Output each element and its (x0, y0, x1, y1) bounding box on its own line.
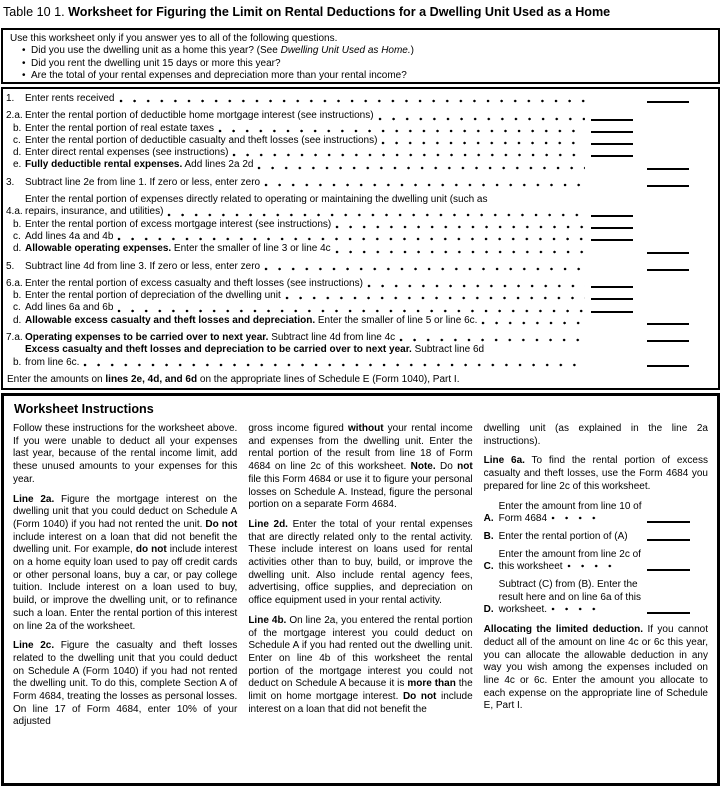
line-text-main (25, 219, 331, 231)
dot-leader (285, 296, 585, 300)
line-number: b. (13, 218, 22, 230)
dot-leader (481, 321, 585, 325)
line-text-top (25, 194, 591, 206)
worksheet-row (3, 147, 718, 159)
text-segment: not (457, 461, 473, 473)
amount-entry-line-outer (647, 323, 689, 325)
text-segment: Line 4b. (248, 614, 287, 626)
amount-entry-line (647, 539, 690, 541)
bullet-icon: • (22, 45, 26, 57)
text-segment: Allowable excess casualty and theft losses and depreciation. (25, 314, 316, 326)
item-letter: A. (483, 513, 494, 525)
line-text (25, 290, 591, 302)
line-text-top (25, 344, 591, 356)
dot-leader (257, 166, 585, 170)
line-text (25, 159, 591, 171)
line-text-main (25, 315, 477, 327)
amount-entry-line-outer (647, 143, 689, 145)
line-text (25, 93, 591, 105)
item-letter: D. (483, 604, 494, 616)
text-segment: gross income figured (248, 423, 348, 434)
amount-entry-line (647, 521, 690, 523)
amount-entry-line-inner (591, 323, 633, 325)
text-segment: ) (410, 45, 414, 57)
amount-entry-line-inner (591, 101, 633, 103)
instructions-column-1 (13, 423, 237, 736)
text-segment: Line 2d. (248, 518, 288, 530)
worksheet-row (3, 344, 718, 369)
text-segment: Enter the smaller of line 5 or line 6c. (315, 314, 478, 326)
text-segment: include interest on a loan that did not benefit the (248, 691, 473, 715)
intro-bullet (22, 45, 711, 57)
text-segment: your rental income and expenses from the dwelling unit. Enter the rental portion of the result from line 18 of Form 4684 on line 2c of this worksheet. (248, 423, 473, 473)
worksheet-row (3, 123, 718, 135)
worksheet-footer (3, 374, 718, 386)
amount-entry-line-inner (591, 215, 633, 217)
item-letter: C. (483, 561, 494, 573)
item-text: Enter the rental portion of (A) (498, 530, 628, 542)
dot-leader (117, 309, 585, 313)
amount-entry-line-inner (591, 155, 633, 157)
worksheet-row (3, 219, 718, 231)
dot-leader (399, 338, 585, 342)
sub-worksheet-item (484, 501, 708, 526)
text-segment: do not (135, 544, 167, 556)
text-segment: Enter the rental portion of deductible casualty and theft losses (see instructions) (25, 134, 378, 146)
amount-entry-line-inner (591, 143, 633, 145)
worksheet-row (3, 159, 718, 171)
line-text (25, 231, 591, 243)
amount-entry-line-outer (647, 239, 689, 241)
line-number: d. (13, 243, 22, 255)
instructions-paragraph (13, 640, 237, 729)
amount-entry-line-inner (591, 311, 633, 313)
instructions-column-2 (248, 423, 472, 736)
instructions-column-3 (484, 423, 708, 736)
instructions-paragraph (248, 615, 472, 717)
amount-entry-line-inner (591, 365, 633, 367)
line-text-main (25, 332, 395, 344)
line-number: c. (13, 302, 21, 314)
line-text (25, 219, 591, 231)
item-text: Enter the amount from line 2c of this worksheet (498, 548, 641, 573)
dot-leader (264, 183, 585, 187)
worksheet-row (3, 177, 718, 189)
text-segment: Enter the rental portion of real estate taxes (25, 122, 214, 134)
text-segment: Figure the casualty and theft losses related to the dwelling unit that you could deduct on Schedule A (Form 1040) if you had not rented the dwelling unit. To do this, complete Section A of Form 4684, treating the losses as personal losses. On line 17 of Form 4684, enter 10% of your adjusted (13, 640, 238, 728)
line-number: b. (13, 122, 22, 134)
line-text-main (25, 135, 377, 147)
line-text-main (25, 177, 260, 189)
amount-entry-line-inner (591, 185, 633, 187)
line-text-main (25, 123, 214, 135)
amount-entry-line (647, 569, 690, 571)
bullet-icon: • (22, 57, 26, 69)
instructions-paragraph (484, 423, 708, 448)
text-segment: dwelling unit (as explained in the line 2a instructions). (483, 423, 708, 447)
text-segment: Add lines 6a and 6b (25, 302, 114, 314)
line-number: 4.a. (6, 206, 23, 218)
text-segment: Figure the mortgage interest on the dwelling unit that you could deduct on Schedule A (Form 1040) if you had not rented the unit. (13, 493, 238, 530)
text-segment: Line 6a. (483, 455, 525, 467)
instructions-heading: Worksheet Instructions (14, 402, 154, 416)
dot-leader (167, 213, 585, 217)
item-text: Subtract (C) from (B). Enter the result here and on line 6a of this worksheet. (498, 579, 641, 616)
text-segment: Do not (205, 518, 238, 530)
amount-entry-line-outer (647, 101, 689, 103)
text-segment: On line 2a, you entered the rental portion of the mortgage interest you could deduct on Schedule A if you had rented out the dwelling unit. Enter on line 4b of this worksheet the rental portion of the mortgage interest you could not deduct on Schedule A because it is (248, 614, 473, 690)
dot-leader (381, 141, 585, 145)
line-text-main (25, 231, 113, 243)
intro-bullets (10, 45, 711, 82)
text-segment: include interest on a loan that did not benefit the dwelling unit. For example, (13, 531, 238, 556)
text-segment: more than (407, 678, 456, 690)
amount-entry-line-outer (647, 252, 689, 254)
line-text (25, 194, 591, 219)
worksheet-row (3, 290, 718, 302)
text-segment: Are the total of your rental expenses and depreciation more than your rental income? (31, 69, 407, 81)
instructions-paragraph (248, 519, 472, 608)
line-text-flex (25, 243, 591, 255)
dot-leader (335, 225, 585, 229)
amount-entry-line-inner (591, 131, 633, 133)
text-segment: Subtract line 2e from line 1. If zero or less, enter zero (25, 176, 261, 188)
line-number: 5. (6, 260, 15, 272)
dot-leader (367, 284, 585, 288)
instructions-box (1, 393, 720, 786)
text-segment: Dwelling Unit Used as Home. (280, 45, 411, 57)
amount-entry-line-inner (591, 340, 633, 342)
text-segment: from line 6c. (25, 356, 80, 368)
amount-entry-line-outer (647, 286, 689, 288)
line-text-flex (25, 231, 591, 243)
line-text (25, 302, 591, 314)
line-text-main (25, 93, 115, 105)
text-segment: Worksheet for Figuring the Limit on Rental Deductions for a Dwelling Unit Used as a Home (68, 5, 611, 19)
amount-entry-line-outer (647, 185, 689, 187)
intro-lead: Use this worksheet only if you answer yes to all of the following questions. (10, 33, 338, 44)
line-number: 6.a. (6, 277, 23, 289)
worksheet-row (3, 110, 718, 122)
amount-entry-line-outer (647, 298, 689, 300)
text-segment: repairs, insurance, and utilities) (25, 206, 164, 218)
bullet-icon: • (22, 69, 26, 81)
line-number: c. (13, 230, 21, 242)
amount-entry-line (647, 612, 690, 614)
worksheet-row (3, 278, 718, 290)
line-text (25, 123, 591, 135)
dot-leader (551, 516, 599, 520)
intro-bullet (22, 58, 711, 70)
amount-entry-line-outer (647, 311, 689, 313)
bullet-text (31, 70, 407, 82)
line-text (25, 135, 591, 147)
line-text-flex (25, 177, 591, 189)
line-text-wrap (25, 357, 79, 369)
amount-entry-line-outer (647, 119, 689, 121)
dot-leader (218, 129, 585, 133)
text-segment: Allowable operating expenses. (25, 243, 172, 255)
amount-entry-line-outer (647, 155, 689, 157)
worksheet-row (3, 243, 718, 255)
text-segment: Subtract line 6d (411, 344, 485, 356)
sub-worksheet-item (484, 549, 708, 574)
instructions-paragraph (13, 494, 237, 634)
text-segment: Enter the rental portion of expenses directly related to operating or maintaining the dwelling unit (such as (25, 194, 488, 206)
instructions-paragraph (248, 423, 472, 512)
amount-entry-line-outer (647, 340, 689, 342)
text-segment: To find the rental portion of excess casualty and theft losses, use the Form 4684 you prepared for line 2c of this worksheet. (483, 455, 708, 492)
line-text (25, 243, 591, 255)
instructions-paragraph (484, 624, 708, 713)
text-segment: Follow these instructions for the worksheet above. If you were unable to deduct all your expenses last year, because of the rental income limit, add these unused amounts to your expenses for this year. (13, 423, 238, 485)
line-text-main (25, 302, 113, 314)
line-number: 1. (6, 93, 15, 104)
line-text-main (25, 147, 228, 159)
text-segment: Enter the rental portion of excess mortgage interest (see instructions) (25, 218, 332, 230)
amount-entry-line-inner (591, 286, 633, 288)
line-text (25, 261, 591, 273)
intro-box (1, 28, 720, 84)
text-segment: Do not (402, 691, 437, 703)
worksheet-row (3, 231, 718, 243)
text-segment: Note. (410, 461, 436, 473)
text-segment: Operating expenses to be carried over to next year. (25, 332, 269, 344)
dot-leader (232, 153, 585, 157)
text-segment: Add lines 4a and 4b (25, 230, 114, 242)
line-text-main (25, 261, 260, 273)
line-text-main (25, 159, 253, 171)
text-segment: Did you use the dwelling unit as a home this year? (See (31, 45, 281, 57)
line-text (25, 315, 591, 327)
amount-entry-line-outer (647, 365, 689, 367)
instructions-columns (13, 423, 708, 736)
line-text (25, 110, 591, 122)
instructions-paragraph (484, 455, 708, 493)
amount-entry-line-inner (591, 269, 633, 271)
amount-entry-line-outer (647, 215, 689, 217)
worksheet-row (3, 261, 718, 273)
line-text-main (25, 110, 374, 122)
dot-leader (119, 99, 586, 103)
line-text (25, 344, 591, 369)
sub-worksheet-list (484, 501, 708, 618)
worksheet-row (3, 194, 718, 219)
dot-leader (83, 363, 585, 367)
dot-leader (117, 237, 585, 241)
text-segment: If you cannot deduct all of the amount on line 4c or 6c this year, you can allocate the allowable deduction in any way you wish among the expenses included on line 4c or 6c. Enter the amount you allocate to each expense on the appropriate line of Schedule E, Part I. (483, 624, 708, 712)
line-number: c. (13, 134, 21, 146)
amount-entry-line-inner (591, 298, 633, 300)
sub-worksheet-item (484, 579, 708, 617)
text-segment: Line 2c. (13, 640, 55, 652)
amount-entry-line-outer (647, 269, 689, 271)
amount-entry-line-outer (647, 131, 689, 133)
text-segment: the limit on home mortgage interest. (248, 678, 473, 703)
line-text-flex (25, 123, 591, 135)
line-text-flex (25, 302, 591, 314)
text-segment: Enter the total of your rental expenses that are directly related only to the rental activity. These include interest on loans used for rental activities other than to buy, build, or improve the dwelling unit. Also include rental agency fees, advertising, office supplies, and depreciation on office equipment used in your rental activity. (248, 518, 473, 607)
amount-entry-line-inner (591, 239, 633, 241)
line-text-flex (25, 110, 591, 122)
text-segment: on the appropriate lines of Schedule E (Form 1040), Part I. (197, 373, 460, 385)
line-text-flex (25, 332, 591, 344)
line-text-flex (25, 135, 591, 147)
worksheet-box (1, 87, 720, 390)
line-text-flex (25, 261, 591, 273)
line-text (25, 278, 591, 290)
line-text (25, 147, 591, 159)
line-text-flex (25, 159, 591, 171)
line-text-main (25, 278, 363, 290)
text-segment: include interest on a home equity loan used to pay off credit cards or other personal loans, buy a car, or pay college tuition. Include interest on a loan used to buy, build, or improve the dwelling unit, or to refinance such a loan. Enter the rental portion of this interest on line 2a of the worksheet. (13, 544, 238, 632)
amount-entry-line-outer (647, 168, 689, 170)
bullet-text (31, 45, 414, 57)
line-text-flex (25, 290, 591, 302)
amount-entry-line-inner (591, 119, 633, 121)
line-text-flex (25, 93, 591, 105)
text-segment: Excess casualty and theft losses and depreciation to be carried over to next year. (25, 344, 412, 356)
dot-leader (378, 117, 585, 121)
sub-worksheet-item (484, 531, 708, 544)
text-segment: Line 2a. (13, 493, 55, 505)
dot-leader (567, 564, 615, 568)
table-title (3, 5, 725, 20)
amount-entry-line-inner (591, 168, 633, 170)
line-text-flex (25, 278, 591, 290)
dot-leader (335, 250, 585, 254)
text-segment: Do (435, 461, 458, 473)
worksheet-row (3, 302, 718, 314)
text-segment: Enter the amounts on (7, 373, 106, 385)
line-text-bottom (25, 357, 591, 369)
text-segment: Subtract line 4d from line 4c (268, 332, 396, 344)
line-text-flex (25, 315, 591, 327)
instructions-paragraph (13, 423, 237, 487)
text-segment: Enter the rental portion of excess casualty and theft losses (see instructions) (25, 277, 363, 289)
text-segment: Add lines 2a 2d (182, 159, 254, 171)
text-segment: Allocating the limited deduction. (483, 624, 644, 636)
item-letter: B. (483, 530, 494, 542)
line-number: e. (13, 159, 22, 171)
text-segment: Did you rent the dwelling unit 15 days or more this year? (31, 57, 281, 69)
line-number: d. (13, 147, 22, 159)
line-text-main (25, 290, 281, 302)
text-segment: Fully deductible rental expenses. (25, 159, 183, 171)
item-text: Enter the amount from line 10 of Form 4684 (498, 500, 642, 525)
line-text-flex (25, 219, 591, 231)
worksheet-row (3, 135, 718, 147)
line-text-flex (25, 147, 591, 159)
line-text-wrap (25, 206, 163, 218)
line-number: d. (13, 314, 22, 326)
text-segment: Enter direct rental expenses (see instructions) (25, 147, 229, 159)
text-segment: Enter the smaller of line 3 or line 4c (171, 243, 331, 255)
text-segment: lines 2e, 4d, and 6d (105, 373, 198, 385)
line-text (25, 332, 591, 344)
dot-leader (551, 607, 599, 611)
amount-entry-line-inner (591, 252, 633, 254)
worksheet-row (3, 332, 718, 344)
text-segment: Enter the rental portion of depreciation of the dwelling unit (25, 290, 281, 302)
worksheet-row (3, 315, 718, 327)
worksheet-row (3, 93, 718, 105)
line-text (25, 177, 591, 189)
line-number: b. (13, 290, 22, 302)
intro-bullet (22, 70, 711, 82)
amount-entry-line-inner (591, 227, 633, 229)
text-segment: Subtract line 4d from line 3. If zero or less, enter zero (25, 260, 261, 272)
amount-entry-line-outer (647, 227, 689, 229)
document-page (0, 5, 725, 798)
bullet-text (31, 58, 281, 70)
line-number: 3. (6, 176, 15, 188)
line-text-bottom (25, 206, 591, 218)
line-number: 2.a. (6, 110, 23, 122)
line-text-main (25, 243, 331, 255)
dot-leader (264, 267, 585, 271)
line-number: b. (13, 356, 22, 368)
text-segment: without (348, 423, 384, 434)
worksheet-rows (3, 93, 718, 369)
text-segment: Table 10 1. (3, 5, 69, 19)
text-segment: file this Form 4684 or use it to figure your personal losses on Schedule A. Instead, figure the personal portion on a separate Form 4684. (248, 473, 473, 511)
text-segment: Enter rents received (25, 93, 115, 104)
line-number: 7.a. (6, 332, 23, 344)
text-segment: Enter the rental portion of deductible home mortgage interest (see instructions) (25, 110, 374, 122)
